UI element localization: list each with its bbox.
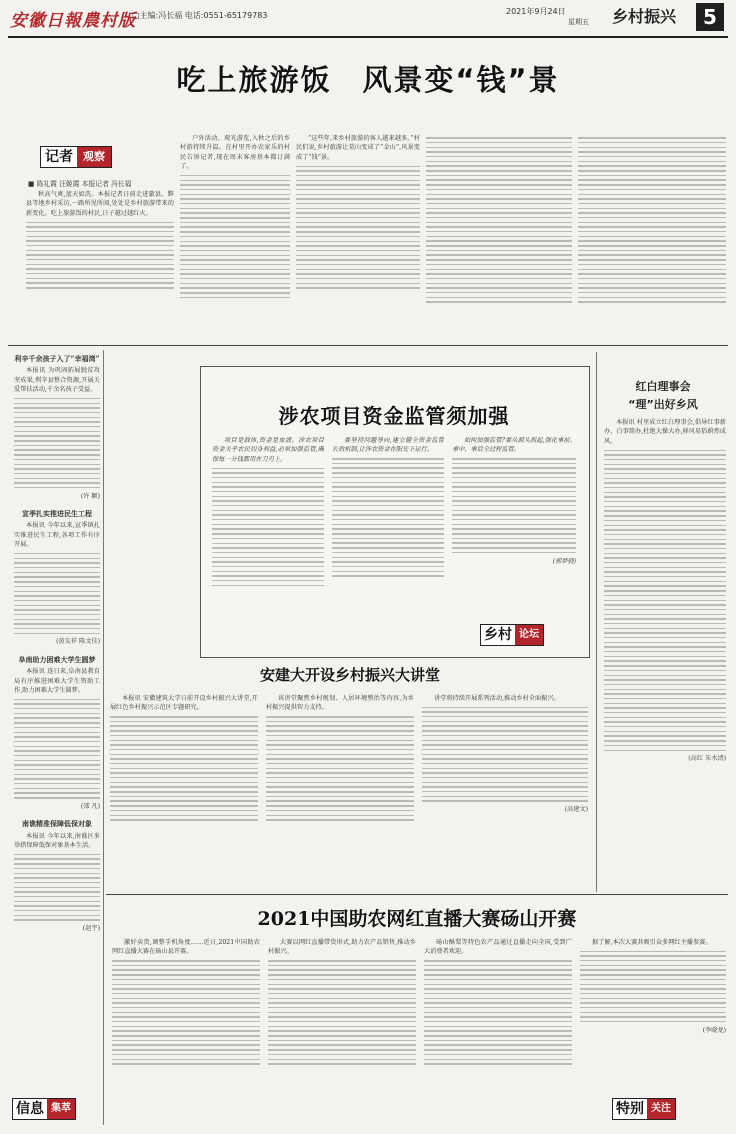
bottom-section-rule (106, 894, 728, 895)
forum-tag (480, 624, 544, 646)
mid-story-author: (高建文) (564, 806, 588, 814)
bottom-story-headline: 2021中国助农网红直播大赛砀山开赛 (257, 908, 577, 930)
mid-story-headline: 安建大开设乡村振兴大讲堂 (259, 666, 440, 684)
right-column-divider (596, 352, 597, 892)
special-focus-tag (612, 1098, 676, 1120)
lead-col3-text: “这些年,来乡村旅游的客人越来越多。”村民们说,乡村旅游让荒山变成了“金山”,风景变成了“钱”景。 (296, 135, 420, 161)
column-tag (40, 146, 112, 168)
right-story-author: (高红 朱水清) (688, 755, 726, 763)
commentary-author: (郭梦骁) (552, 557, 576, 565)
special-focus-label: 特别 (616, 1101, 644, 1117)
column-tag-label: 记者 (45, 149, 73, 165)
brief-title-3: 阜南助力困难大学生圆梦 (18, 654, 96, 664)
lead-intro: 秋高气爽,蓝天如洗。本报记者日前走进歙县、黟县等地乡村采访,一路所见所闻,处处是乡村旅游带来的新变化。吃上旅游饭的村民,日子越过越红火。 (26, 191, 174, 217)
commentary-col-2 (332, 436, 444, 644)
bottom-story-body-3: 砀山酥梨等特色农产品通过直播走向全国,受到广大消费者欢迎。 (424, 939, 572, 956)
forum-tag-sub: 论坛 (515, 625, 543, 645)
left-column (14, 352, 100, 1112)
lead-column-5 (578, 134, 726, 340)
bottom-story-body-1: 激好卖货,调整手机角度……近日,2021中国助农网红直播大赛在砀山县开赛。 (112, 939, 260, 956)
lead-col2-text: 户外活动、观光游览,入秋之后的乡村游持续升温。在村里开办农家乐的村民告诉记者,现在周末客房基本都订满了。 (180, 135, 290, 171)
commentary-headline: 涉农项目资金监管须加强 (278, 404, 510, 428)
right-story-title-1: 红白理事会 (635, 380, 691, 393)
mid-story-col-1 (110, 694, 258, 880)
issue-weekday: 星期五 (568, 18, 589, 26)
lead-column-1 (26, 190, 174, 340)
brief-body-4: 本报讯 今年以来,南谯区多举措保障低保对象基本生活。 (14, 832, 100, 850)
right-story-title-2: “理”出好乡风 (628, 398, 698, 411)
bottom-story-col-1 (112, 938, 260, 1128)
lead-column-3 (296, 134, 420, 340)
bottom-story-body-4: 据了解,本次大赛共吸引众多网红主播参赛。 (592, 939, 712, 946)
section-title: 乡村振兴 (612, 7, 677, 26)
mid-story-col-3 (422, 694, 588, 884)
masthead-rule (8, 36, 728, 38)
left-column-divider (103, 350, 104, 1125)
lead-bottom-rule (8, 345, 728, 346)
lead-column-2 (180, 134, 290, 340)
forum-tag-label: 乡村 (484, 627, 512, 643)
bottom-story-body-2: 大赛以网红直播带货形式,助力农产品销售,推动乡村振兴。 (268, 939, 416, 956)
info-digest-label: 信息 (16, 1101, 44, 1117)
mid-story-body-2: 该讲堂聚焦乡村规划、人居环境整治等内容,为乡村振兴提供智力支持。 (266, 695, 414, 712)
commentary-body-2: 要坚持问题导向,建立健全资金监管长效机制,让涉农资金在阳光下运行。 (332, 437, 444, 454)
commentary-col-1 (212, 436, 324, 644)
issue-date: 2021年9月24日 (506, 7, 566, 16)
brief-title-1: 利辛千余孩子入了“幸福湾” (14, 354, 100, 363)
mid-story-col-2 (266, 694, 414, 880)
masthead (0, 0, 736, 42)
lead-headline: 吃上旅游饭 风景变“钱”景 (176, 63, 560, 97)
commentary-body-3: 如何加强监管?要从源头抓起,强化事前、事中、事后全过程监管。 (452, 437, 576, 454)
lead-byline: ■ 陈礼霞 汪姬霞 本报记者 冯长福 (28, 180, 132, 188)
bottom-story-col-4 (580, 938, 726, 1088)
info-digest-tag (12, 1098, 76, 1120)
right-story-text: 本报讯 村里成立红白理事会,倡导红事新办、白事简办,杜绝大操大办,移风易俗蔚然成风。 (604, 419, 726, 445)
column-tag-sub: 观察 (77, 147, 111, 167)
brief-body-1: 本报讯 为巩固拓展脱贫攻坚成果,利辛县整合资源,开展关爱帮扶活动,千余名孩子受益。 (14, 367, 100, 394)
mid-story-body-1: 本报讯 安徽建筑大学日前开设乡村振兴大讲堂,开展红色乡村振兴示范区专题研究。 (110, 695, 258, 712)
bottom-story-col-3 (424, 938, 572, 1128)
brief-author-2: (黄友祥 陈文佳) (56, 638, 100, 646)
lead-column-4 (426, 134, 572, 340)
mid-story-body-3: 讲堂将持续开展系列活动,推动乡村全面振兴。 (434, 695, 560, 702)
info-digest-sub: 集萃 (47, 1099, 75, 1119)
paper-name: 安徽日報農村版 (10, 11, 136, 31)
brief-author-4: (赵宇) (82, 925, 100, 933)
right-story-body (604, 418, 726, 886)
brief-body-3: 本报讯 连日来,阜南县教育局有序推进困难大学生资助工作,助力困难大学生圆梦。 (14, 668, 100, 694)
brief-body-2: 本报讯 今年以来,宣季镇扎实推进民生工程,各项工作有序开展。 (14, 522, 100, 549)
brief-title-4: 南谯精准保障低保对象 (22, 819, 92, 829)
brief-author-1: (许 颖) (80, 492, 100, 500)
page-number: 5 (696, 3, 724, 31)
bottom-story-author: (李晓龙) (702, 1026, 726, 1034)
brief-title-2: 宣季扎实推进民生工程 (22, 509, 92, 519)
commentary-body-1: 项目是载体,资金是血液。涉农项目资金关乎农民切身利益,必须加强监管,确保每一分钱都用在刀刃上。 (212, 437, 324, 463)
bottom-story-col-2 (268, 938, 416, 1128)
editor-line: □主编:冯长福 电话:0551-65179783 (132, 11, 268, 20)
special-focus-sub: 关注 (647, 1099, 675, 1119)
commentary-col-3 (452, 436, 576, 616)
brief-author-3: (邵 凡) (80, 802, 100, 810)
